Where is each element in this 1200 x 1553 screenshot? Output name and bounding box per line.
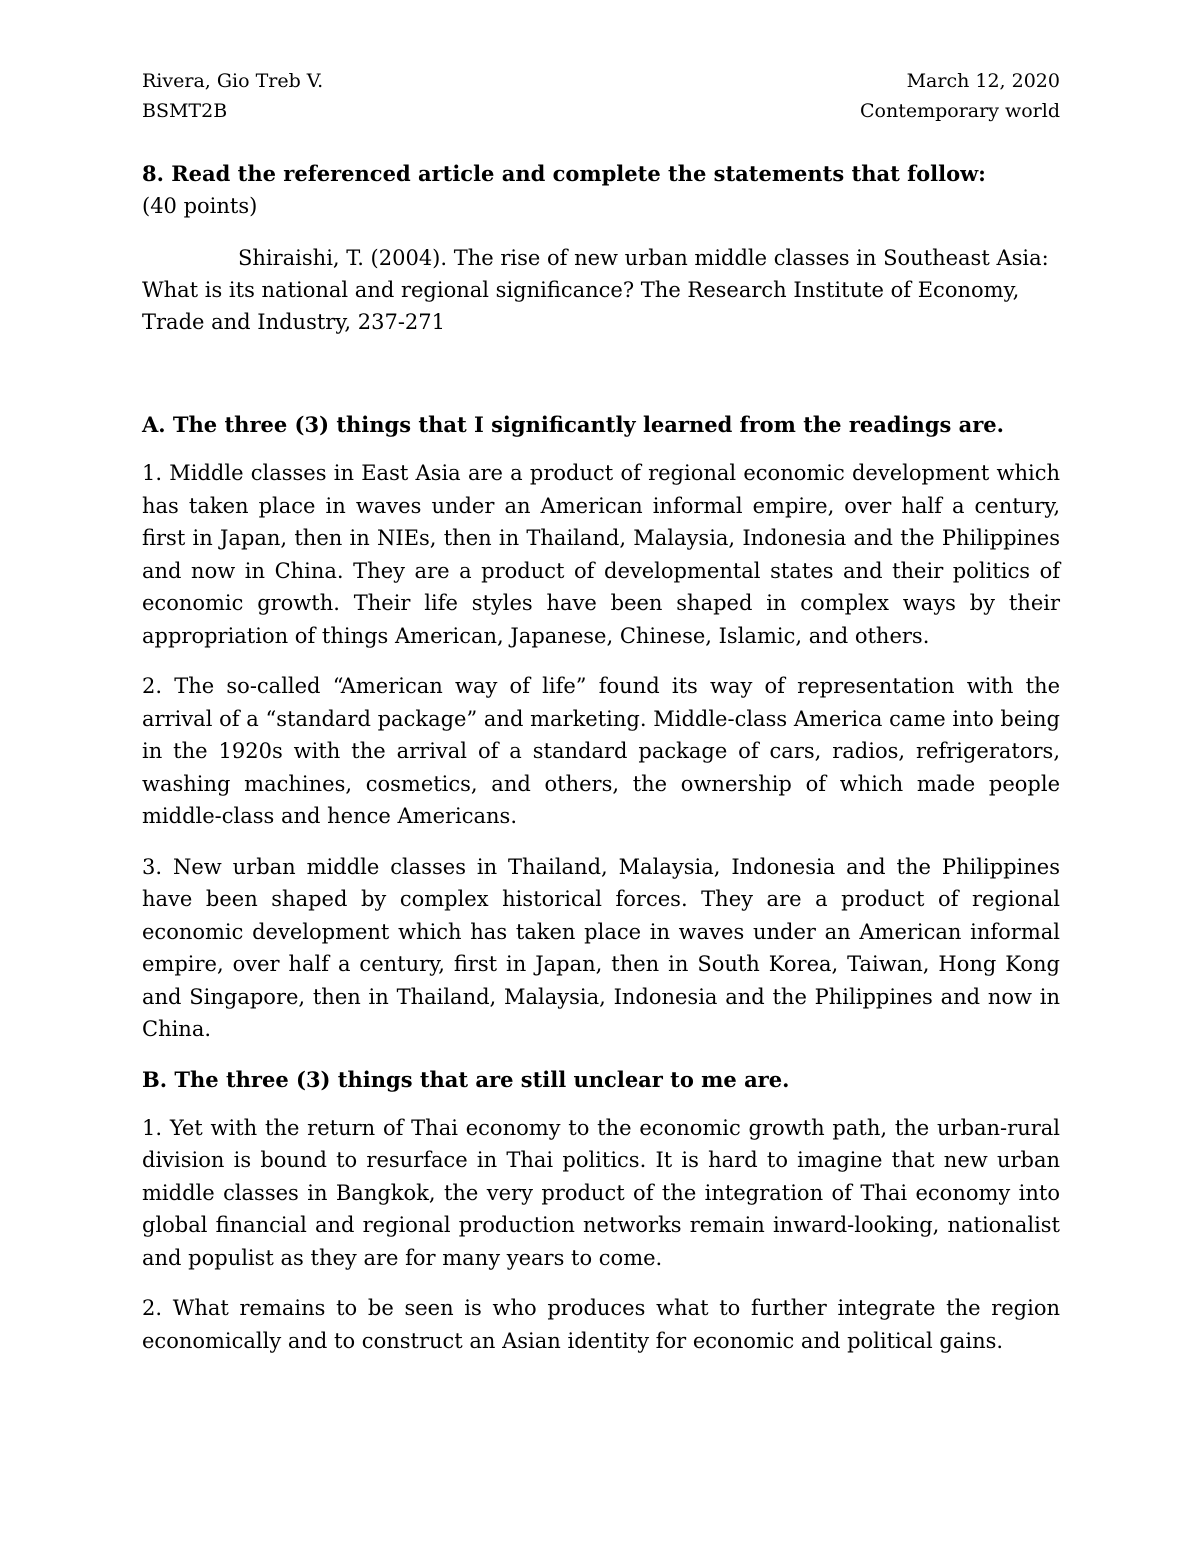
section-a-item-1: 1. Middle classes in East Asia are a product of regional economic development which has taken place in waves under an American informal empire, over half a century, first in Japan, then in NIEs, then in Thailand, Malaysia, Indonesia and the Philippines and now in China. They are a product of developmental states and their politics of economic growth. Their life styles have been shaped in complex ways by their appropriation of things American, Japanese, Chinese, Islamic, and others. (142, 461, 1060, 648)
article-citation: Shiraishi, T. (2004). The rise of new urban middle classes in Southeast Asia: What is its national and regional significance? The Research Institute of Economy, Trade and Industry, 237-271 (142, 246, 1049, 334)
course-subject: Contemporary world (859, 100, 1060, 122)
document-date: March 12, 2020 (906, 70, 1060, 92)
question-points: (40 points) (142, 194, 258, 218)
student-section: BSMT2B (142, 100, 228, 122)
header-row-2 (142, 96, 1060, 127)
section-a-item-2: 2. The so-called “American way of life” found its way of representation with the arrival of a “standard package” and marketing. Middle-class America came into being in the 1920s with the arrival of a standard package of cars, radios, refrigerators, washing machines, cosmetics, and others, the ownership of which made people middle-class and hence Americans. (142, 674, 1060, 828)
header-row-1 (142, 66, 1060, 97)
document-body (142, 158, 1060, 1375)
section-b-item-1: 1. Yet with the return of Thai economy to the economic growth path, the urban-rural division is bound to resurface in Thai politics. It is hard to imagine that new urban middle classes in Bangkok, the very product of the integration of Thai economy into global financial and regional production networks remain inward-looking, nationalist and populist as they are for many years to come. (142, 1115, 1060, 1270)
section-a-title: A. The three (3) things that I significantly learned from the readings are. (142, 412, 1004, 437)
section-a-item-3: 3. New urban middle classes in Thailand, Malaysia, Indonesia and the Philippines have been shaped by complex historical forces. They are a product of regional economic development which has taken place in waves under an American informal empire, over half a century, first in Japan, then in South Korea, Taiwan, Hong Kong and Singapore, then in Thailand, Malaysia, Indonesia and the Philippines and now in China. (142, 854, 1060, 1041)
question-title: 8. Read the referenced article and complete the statements that follow: (142, 161, 986, 186)
section-b-item-2: 2. What remains to be seen is who produces what to further integrate the region economically and to construct an Asian identity for economic and political gains. (142, 1296, 1060, 1353)
student-name: Rivera, Gio Treb V. (142, 70, 324, 92)
section-b-title: B. The three (3) things that are still unclear to me are. (142, 1066, 790, 1092)
